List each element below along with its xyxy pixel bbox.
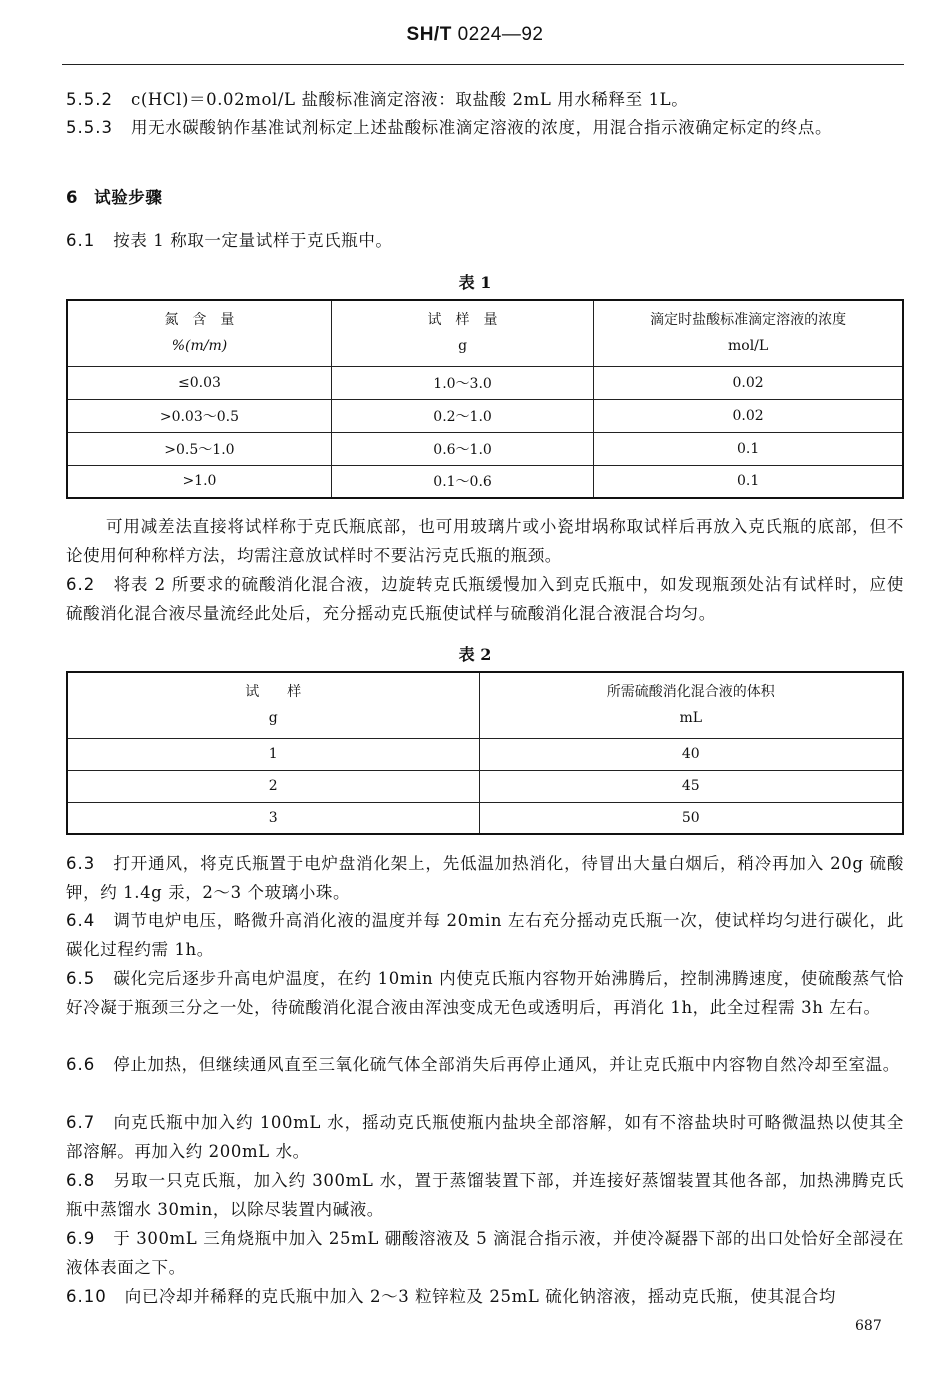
page-number: 687 — [855, 1318, 882, 1334]
clause-6-2: 6.2 将表 2 所要求的硫酸消化混合液，边旋转克氏瓶缓慢加入到克氏瓶中，如发现瓶颈处沾有试样时，应使硫酸消化混合液尽量流经此处后，充分摇动克氏瓶使试样与硫酸消化混合液混合均匀。 — [66, 575, 904, 623]
table-1-caption: 表 1 — [458, 273, 492, 292]
clause-6-3: 6.3 打开通风，将克氏瓶置于电炉盘消化架上，先低温加热消化，待冒出大量白烟后，稍冷再加入 20g 硫酸钾，约 1.4g 汞，2～3 个玻璃小珠。 — [66, 854, 904, 902]
clause-6-4: 6.4 调节电炉电压，略微升高消化液的温度并每 20min 左右充分摇动克氏瓶一次，使试样均匀进行碳化，此碳化过程约需 1h。 — [66, 911, 904, 959]
header-rule — [62, 64, 904, 65]
table-2 — [66, 671, 904, 835]
table-row: 1 40 — [67, 738, 903, 770]
table-2-header: 试 样 g 所需硫酸消化混合液的体积 mL — [67, 672, 903, 738]
clause-6-1: 6.1 按表 1 称取一定量试样于克氏瓶中。 — [66, 231, 393, 250]
table-1-header: 氮 含 量 %(m/m) 试 样 量 g 滴定时盐酸标准滴定溶液的浓度 mol/L — [67, 300, 903, 366]
table-row: ≤0.03 1.0～3.0 0.02 — [67, 366, 903, 399]
table-1 — [66, 299, 904, 499]
table-row: >0.03～0.5 0.2～1.0 0.02 — [67, 399, 903, 432]
standard-code: 0224—92 — [457, 24, 544, 45]
table-2-caption: 表 2 — [458, 645, 492, 664]
section-6-title: 6 试验步骤 — [66, 188, 163, 207]
table-row: 2 45 — [67, 770, 903, 802]
clause-6-8: 6.8 另取一只克氏瓶，加入约 300mL 水，置于蒸馏装置下部，并连接好蒸馏装置其他各部，加热沸腾克氏瓶中蒸馏水 30min，以除尽装置内碱液。 — [66, 1171, 904, 1219]
table-row: 3 50 — [67, 802, 903, 834]
clause-6-7: 6.7 向克氏瓶中加入约 100mL 水，摇动克氏瓶使瓶内盐块全部溶解，如有不溶盐块时可略微温热以使其全部溶解。再加入约 200mL 水。 — [66, 1113, 904, 1161]
table-1-note: 可用减差法直接将试样称于克氏瓶底部，也可用玻璃片或小瓷坩埚称取试样后再放入克氏瓶的底部，但不论使用何种称样方法，均需注意放试样时不要沾污克氏瓶的瓶颈。 — [66, 517, 904, 565]
clause-6-9: 6.9 于 300mL 三角烧瓶中加入 25mL 硼酸溶液及 5 滴混合指示液，并使冷凝器下部的出口处恰好全部浸在液体表面之下。 — [66, 1229, 904, 1277]
table-row: >0.5～1.0 0.6～1.0 0.1 — [67, 432, 903, 465]
clause-5-5-2: 5.5.2 c(HCl)＝0.02mol/L 盐酸标准滴定溶液：取盐酸 2mL 用水稀释至 1L。 — [66, 90, 689, 109]
page-header — [0, 24, 950, 46]
clause-6-6: 6.6 停止加热，但继续通风直至三氧化硫气体全部消失后再停止通风，并让克氏瓶中内容物自然冷却至室温。 — [66, 1055, 900, 1074]
clause-6-5: 6.5 碳化完后逐步升高电炉温度，在约 10min 内使克氏瓶内容物开始沸腾后，控制沸腾速度，使硫酸蒸气恰好冷凝于瓶颈三分之一处，待硫酸消化混合液由浑浊变成无色或透明后，再消化 1h，此全过程需 3h 左右。 — [66, 969, 904, 1017]
clause-5-5-3: 5.5.3 用无水碳酸钠作基准试剂标定上述盐酸标准滴定溶液的浓度，用混合指示液确定标定的终点。 — [66, 118, 833, 137]
table-row: >1.0 0.1～0.6 0.1 — [67, 465, 903, 498]
standard-prefix: SH/T — [406, 24, 452, 45]
clause-6-10: 6.10 向已冷却并稀释的克氏瓶中加入 2～3 粒锌粒及 25mL 硫化钠溶液，摇动克氏瓶，使其混合均 — [66, 1287, 836, 1306]
